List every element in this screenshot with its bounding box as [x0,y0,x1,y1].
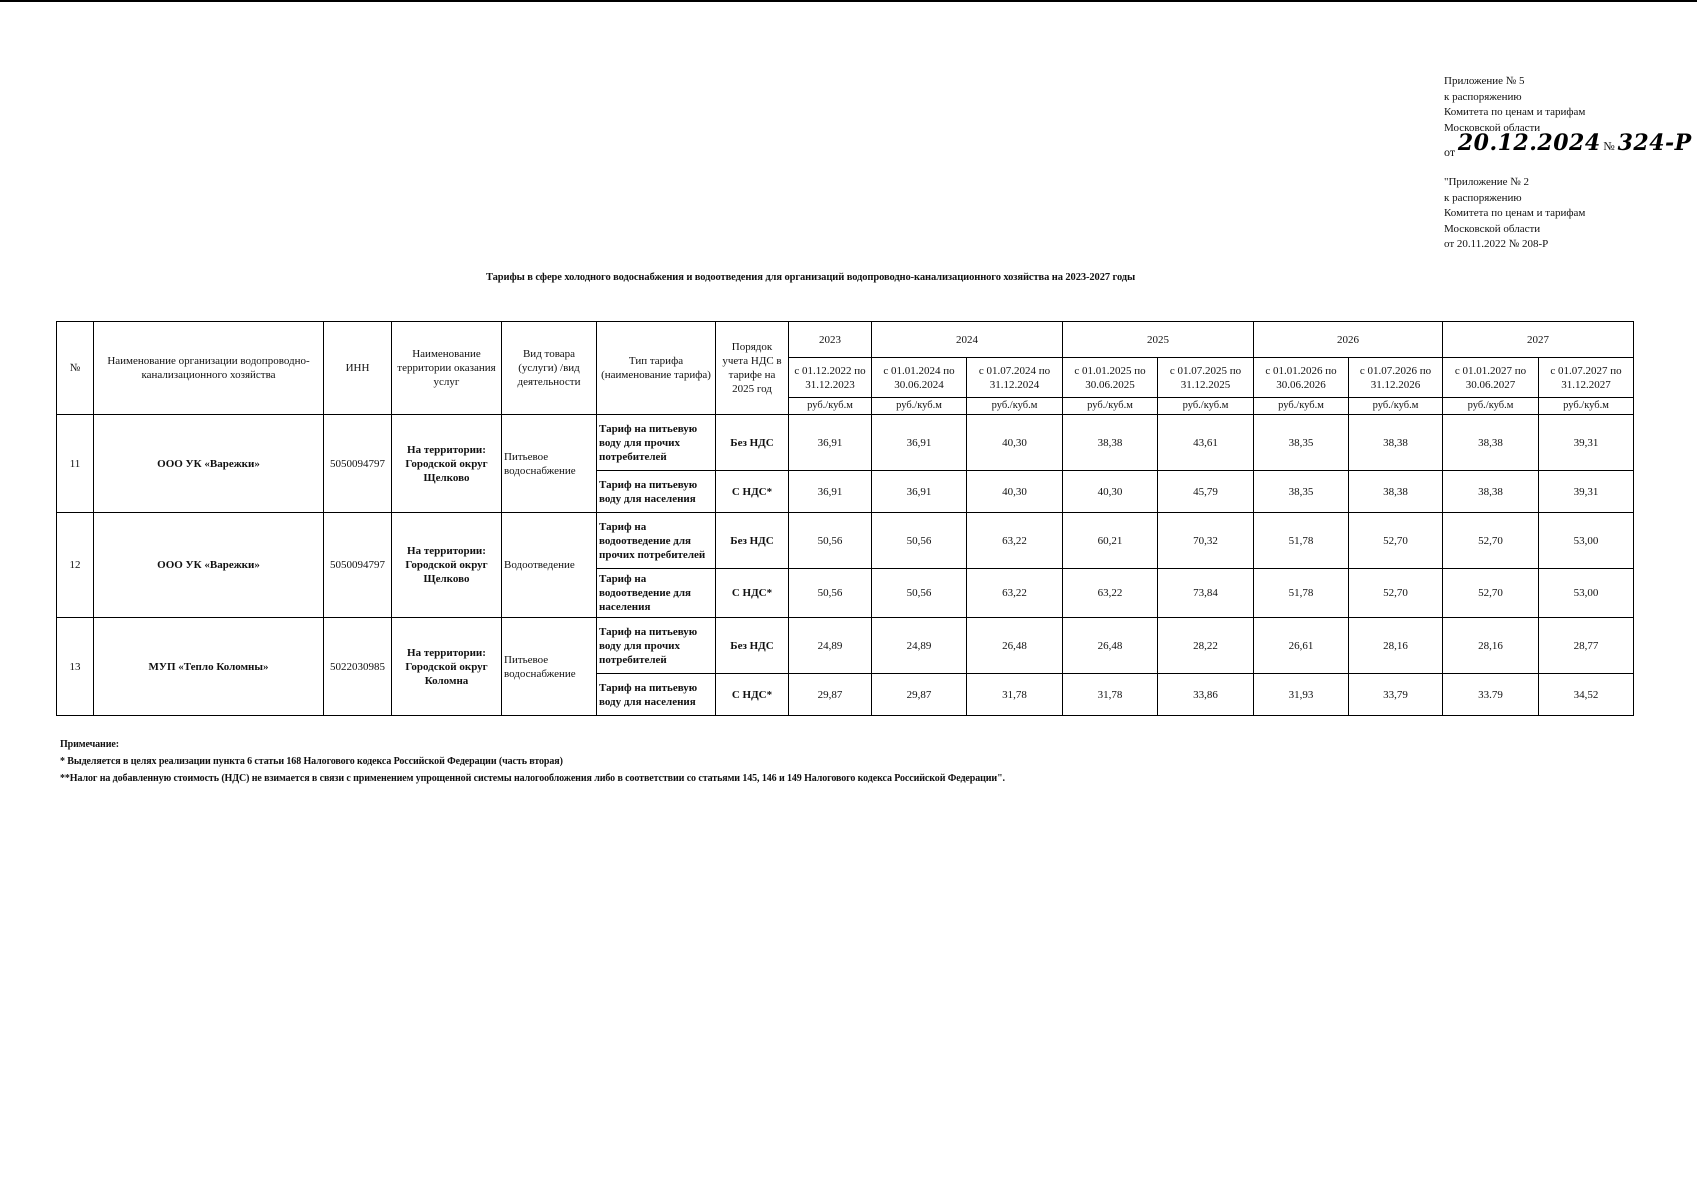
tariff-value: 34,52 [1539,674,1634,716]
tariff-value: 43,61 [1158,415,1254,471]
notes-heading: Примечание: [60,739,119,750]
tariff-value: 45,79 [1158,471,1254,513]
appendix-line: Комитета по ценам и тарифам [1444,106,1586,118]
table-body [57,415,1634,716]
handwritten-date: 20.12.2024 [1457,130,1601,156]
header-unit: руб./куб.м [967,398,1063,415]
appendix-line: от 20.11.2022 № 208-Р [1444,238,1549,250]
date-prefix: от [1444,145,1456,159]
tariff-value: 73,84 [1158,569,1254,618]
appendix-line: Комитета по ценам и тарифам [1444,207,1586,219]
tariff-type-cell: Тариф на питьевую воду для прочих потребителей [597,415,716,471]
tariff-value: 28,77 [1539,618,1634,674]
organization-name: ООО УК «Варежки» [94,415,324,513]
activity-cell: Водоотведение [502,513,597,618]
tariff-value: 28,16 [1349,618,1443,674]
activity-cell: Питьевое водоснабжение [502,618,597,716]
header-period: с 01.01.2027 по 30.06.2027 [1443,358,1539,398]
tariff-value: 53,00 [1539,569,1634,618]
header-period: с 01.07.2027 по 31.12.2027 [1539,358,1634,398]
header-activity: Вид товара (услуги) /вид деятельности [502,322,597,415]
header-unit: руб./куб.м [789,398,872,415]
header-year: 2025 [1063,322,1254,358]
vat-order-cell: С НДС* [716,471,789,513]
header-year: 2026 [1254,322,1443,358]
appendix-line: к распоряжению [1444,90,1522,103]
handwritten-date-number [1444,130,1692,166]
tariff-value: 31,93 [1254,674,1349,716]
tariff-value: 29,87 [789,674,872,716]
table-row [57,513,1634,569]
tariff-value: 70,32 [1158,513,1254,569]
appendix-line: "Приложение № 2 [1444,176,1530,188]
table-header [57,322,1634,415]
header-num: № [57,322,94,415]
tariff-value: 50,56 [789,513,872,569]
number-prefix: № [1603,139,1615,153]
tariff-value: 63,22 [1063,569,1158,618]
vat-order-cell: С НДС* [716,674,789,716]
header-period: с 01.01.2026 по 30.06.2026 [1254,358,1349,398]
tariff-value: 36,91 [872,415,967,471]
tariff-value: 63,22 [967,569,1063,618]
header-tariff-type: Тип тарифа (наименование тарифа) [597,322,716,415]
tariff-value: 38,38 [1063,415,1158,471]
header-vat-order: Порядок учета НДС в тарифе на 2025 год [716,322,789,415]
note-footnote-2: **Налог на добавленную стоимость (НДС) не взимается в связи с применением упрощенной системы налогообложения либо в соответствии со статьями 145, 146 и 149 Налогового кодекса Российской Федерации". [60,773,1005,784]
tariff-table [56,321,1634,716]
tariff-value: 33,86 [1158,674,1254,716]
tariff-value: 26,48 [1063,618,1158,674]
row-number: 12 [57,513,94,618]
appendix-current-header [1444,74,1692,166]
tariff-value: 52,70 [1443,569,1539,618]
tariff-value: 36,91 [789,415,872,471]
tariff-value: 40,30 [1063,471,1158,513]
header-unit: руб./куб.м [872,398,967,415]
header-period: с 01.01.2024 по 30.06.2024 [872,358,967,398]
tariff-type-cell: Тариф на водоотведение для прочих потребителей [597,513,716,569]
tariff-type-cell: Тариф на питьевую воду для населения [597,471,716,513]
tariff-value: 52,70 [1349,513,1443,569]
handwritten-number: 324-Р [1617,130,1692,156]
tariff-value: 26,48 [967,618,1063,674]
table-row [57,415,1634,471]
tariff-value: 40,30 [967,471,1063,513]
tariff-value: 51,78 [1254,569,1349,618]
territory-cell: На территории: Городской округ Щелково [392,513,502,618]
document-title: Тарифы в сфере холодного водоснабжения и водоотведения для организаций водопроводно-канализационного хозяйства на 2023-2027 годы [486,272,1136,283]
tariff-value: 28,16 [1443,618,1539,674]
notes-block [60,736,1005,787]
header-period: с 01.01.2025 по 30.06.2025 [1063,358,1158,398]
header-period: с 01.07.2024 по 31.12.2024 [967,358,1063,398]
header-year: 2027 [1443,322,1634,358]
table-row [57,618,1634,674]
tariff-value: 33.79 [1443,674,1539,716]
tariff-value: 50,56 [872,569,967,618]
header-unit: руб./куб.м [1443,398,1539,415]
tariff-value: 40,30 [967,415,1063,471]
tariff-value: 28,22 [1158,618,1254,674]
header-unit: руб./куб.м [1254,398,1349,415]
tariff-value: 38,38 [1349,415,1443,471]
tariff-value: 31,78 [1063,674,1158,716]
territory-cell: На территории: Городской округ Коломна [392,618,502,716]
header-inn: ИНН [324,322,392,415]
header-year: 2024 [872,322,1063,358]
note-footnote-1: * Выделяется в целях реализации пункта 6 статьи 168 Налогового кодекса Российской Федерации (часть вторая) [60,756,563,767]
header-org: Наименование организации водопроводно-канализационного хозяйства [94,322,324,415]
appendix-line: Московской области [1444,121,1541,134]
tariff-value: 38,35 [1254,471,1349,513]
vat-order-cell: Без НДС [716,618,789,674]
header-year: 2023 [789,322,872,358]
header-period: с 01.07.2026 по 31.12.2026 [1349,358,1443,398]
tariff-value: 26,61 [1254,618,1349,674]
tariff-type-cell: Тариф на питьевую воду для прочих потребителей [597,618,716,674]
vat-order-cell: Без НДС [716,415,789,471]
appendix-line: к распоряжению [1444,191,1522,204]
activity-cell: Питьевое водоснабжение [502,415,597,513]
tariff-type-cell: Тариф на питьевую воду для населения [597,674,716,716]
header-territory: Наименование территории оказания услуг [392,322,502,415]
tariff-value: 31,78 [967,674,1063,716]
tariff-type-cell: Тариф на водоотведение для населения [597,569,716,618]
tariff-value: 38,35 [1254,415,1349,471]
tariff-value: 33,79 [1349,674,1443,716]
header-period: с 01.07.2025 по 31.12.2025 [1158,358,1254,398]
tariff-value: 38,38 [1349,471,1443,513]
tariff-value: 24,89 [872,618,967,674]
organization-name: ООО УК «Варежки» [94,513,324,618]
tariff-value: 24,89 [789,618,872,674]
header-unit: руб./куб.м [1539,398,1634,415]
header-unit: руб./куб.м [1349,398,1443,415]
tariff-value: 50,56 [872,513,967,569]
appendix-original-header [1444,175,1601,253]
tariff-value: 36,91 [789,471,872,513]
row-number: 11 [57,415,94,513]
tariff-value: 53,00 [1539,513,1634,569]
appendix-line: Приложение № 5 [1444,75,1525,87]
header-row-years [57,322,1634,358]
tariff-value: 51,78 [1254,513,1349,569]
vat-order-cell: С НДС* [716,569,789,618]
tariff-value: 38,38 [1443,415,1539,471]
row-number: 13 [57,618,94,716]
inn-cell: 5050094797 [324,415,392,513]
inn-cell: 5050094797 [324,513,392,618]
vat-order-cell: Без НДС [716,513,789,569]
tariff-value: 38,38 [1443,471,1539,513]
tariff-value: 29,87 [872,674,967,716]
tariff-value: 36,91 [872,471,967,513]
inn-cell: 5022030985 [324,618,392,716]
tariff-value: 39,31 [1539,415,1634,471]
tariff-value: 52,70 [1443,513,1539,569]
organization-name: МУП «Тепло Коломны» [94,618,324,716]
tariff-value: 39,31 [1539,471,1634,513]
top-scan-edge [0,0,1697,2]
header-period: с 01.12.2022 по 31.12.2023 [789,358,872,398]
appendix-line: Московской области [1444,222,1541,235]
territory-cell: На территории: Городской округ Щелково [392,415,502,513]
header-unit: руб./куб.м [1063,398,1158,415]
tariff-value: 60,21 [1063,513,1158,569]
tariff-value: 52,70 [1349,569,1443,618]
header-unit: руб./куб.м [1158,398,1254,415]
tariff-value: 50,56 [789,569,872,618]
tariff-value: 63,22 [967,513,1063,569]
